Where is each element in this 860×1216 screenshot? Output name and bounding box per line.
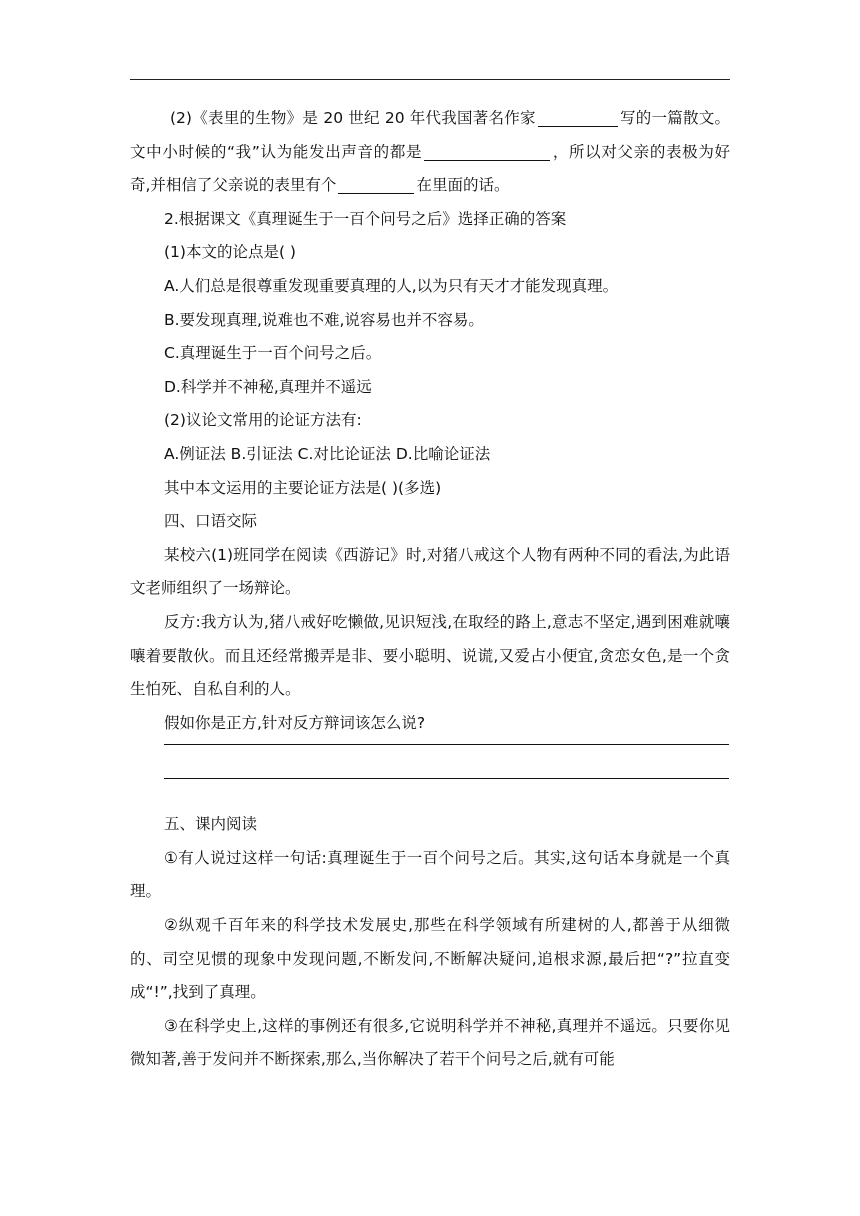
reading-paragraph-1: ①有人说过这样一句话:真理诞生于一百个问号之后。其实,这句话本身就是一个真理。 — [130, 848, 730, 901]
option-c: C.真理诞生于一百个问号之后。 — [164, 344, 382, 363]
q1-text-d: 在里面的话。 — [416, 176, 510, 195]
methods-question: 其中本文运用的主要论证方法是( )(多选) — [164, 478, 442, 497]
opposing-argument: 反方:我方认为,猪八戒好吃懒做,见识短浅,在取经的路上,意志不坚定,遇到困难就嚷嚷着要散伙。而且还经常搬弄是非、要小聪明、说谎,又爱占小便宜,贪恋女色,是一个贪生怕死、自私自利的人。 — [130, 612, 730, 699]
question-2-stem: 2.根据课文《真理诞生于一百个问号之后》选择正确的答案 — [164, 209, 567, 228]
q1-text-a: (2)《表里的生物》是 20 世纪 20 年代我国著名作家 — [170, 109, 536, 127]
document-body — [130, 102, 730, 1077]
argument-methods: A.例证法 B.引证法 C.对比论证法 D.比喻论证法 — [164, 444, 491, 463]
section-4-intro: 某校六(1)班同学在阅读《西游记》时,对猪八戒这个人物有两种不同的看法,为此语文老师组织了一场辩论。 — [130, 545, 730, 598]
question-2-sub-2: (2)议论文常用的论证方法有: — [164, 411, 362, 430]
option-b: B.要发现真理,说难也不难,说容易也并不容易。 — [164, 310, 484, 329]
sound-blank[interactable] — [424, 140, 550, 161]
creature-blank[interactable] — [338, 173, 414, 194]
section-4-question: 假如你是正方,针对反方辩词该怎么说? — [164, 713, 426, 732]
answer-line-1[interactable] — [164, 744, 729, 745]
option-d: D.科学并不神秘,真理并不遥远 — [164, 377, 372, 396]
reading-paragraph-3: ③在科学史上,这样的事例还有很多,它说明科学并不神秘,真理并不遥远。只要你见微知著,善于发问并不断探索,那么,当你解决了若干个问号之后,就有可能 — [130, 1016, 730, 1069]
section-4-heading: 四、口语交际 — [164, 512, 258, 531]
author-blank[interactable] — [538, 106, 618, 127]
question-1-part-2 — [130, 102, 730, 203]
header-rule — [130, 79, 730, 80]
answer-area[interactable] — [130, 740, 730, 808]
section-5-heading: 五、课内阅读 — [164, 815, 258, 834]
q1-text-b: 写的一篇散文。文中小时候的“我”认为能发出声音的都是 — [130, 109, 730, 161]
question-2-sub-1: (1)本文的论点是( ) — [164, 243, 296, 262]
reading-paragraph-2: ②纵观千百年来的科学技术发展史,那些在科学领域有所建树的人,都善于从细微的、司空见惯的现象中发现问题,不断发问,不断解决疑问,追根求源,最后把“?”拉直变成“!”,找到了真理。 — [130, 916, 730, 1002]
q1-text-c: ，所以对父亲的表极为好奇,并相信了父亲说的表里有个 — [130, 142, 730, 195]
answer-line-2[interactable] — [164, 778, 729, 779]
option-a: A.人们总是很尊重发现重要真理的人,以为只有天才才能发现真理。 — [164, 276, 619, 295]
